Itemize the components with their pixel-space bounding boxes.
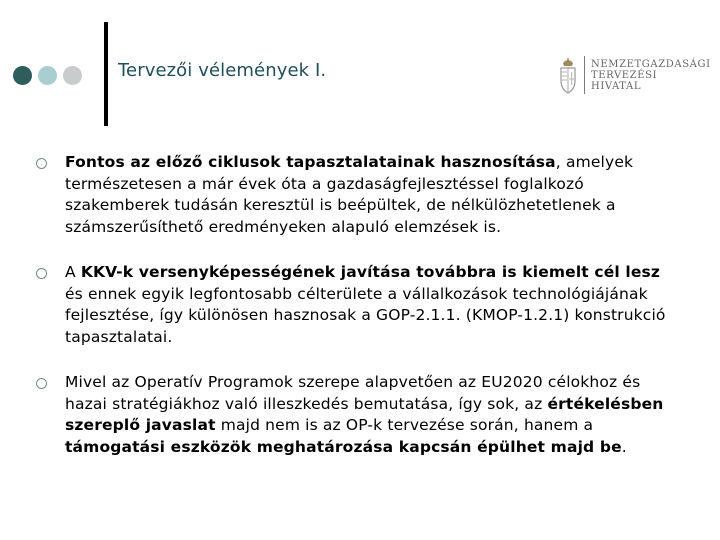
list-item [36,152,676,238]
logo-line-2: TERVEZÉSI [591,69,658,81]
logo-line-3: HIVATAL [591,80,642,92]
plain-text: . [621,437,627,456]
bullet-list [36,152,676,482]
title-divider [104,22,108,126]
bullet-text [65,372,676,458]
list-item [36,262,676,348]
bold-text: Fontos az előző ciklusok tapasztalatainak hasznosítása [65,153,556,171]
bold-text: KKV-k versenyképességének javítása továbbra is kiemelt cél lesz [80,263,661,281]
bullet-circle-icon [36,378,47,389]
dot-dark [13,66,32,85]
plain-text: Mivel az Operatív Programok szerepe alapvetően az EU2020 célokhoz és hazai stratégiákhoz való illeszkedés bemutatása, így sok, az [65,373,641,413]
bullet-circle-icon [36,268,47,279]
list-item [36,372,676,458]
plain-text: és ennek egyik legfontosabb célterülete a vállalkozások technológiájának fejlesztése, így különösen hasznosak a GOP-2.1.1. (KMOP-1.2.1) konstrukció tapasztalatai. [65,284,666,346]
coat-of-arms-icon [557,55,579,95]
logo-text [591,59,711,92]
logo-separator [584,56,585,94]
slide-title: Tervezői vélemények I. [118,60,327,81]
decorative-dots [13,66,82,85]
bold-text: értékelésben szereplő javaslat [65,394,664,434]
dot-light-teal [38,66,57,85]
bullet-text [65,262,676,348]
plain-text: majd nem is az OP-k tervezése során, hanem a [215,416,594,434]
bullet-circle-icon [36,158,47,169]
plain-text: , amelyek természetesen a már évek óta a gazdaságfejlesztéssel foglalkozó szakemberek tudásán keresztül is beépültek, de nélkülözhetetlenek a számszerűsíthető eredményeken alapuló elemzések is. [65,153,634,236]
logo-line-1: NEMZETGAZDASÁGI [591,58,711,70]
bullet-text [65,152,676,238]
agency-logo [557,53,711,97]
dot-gray [63,66,82,85]
bold-text: támogatási eszközök meghatározása kapcsán épülhet majd be [65,437,622,456]
plain-text: A [65,263,81,281]
